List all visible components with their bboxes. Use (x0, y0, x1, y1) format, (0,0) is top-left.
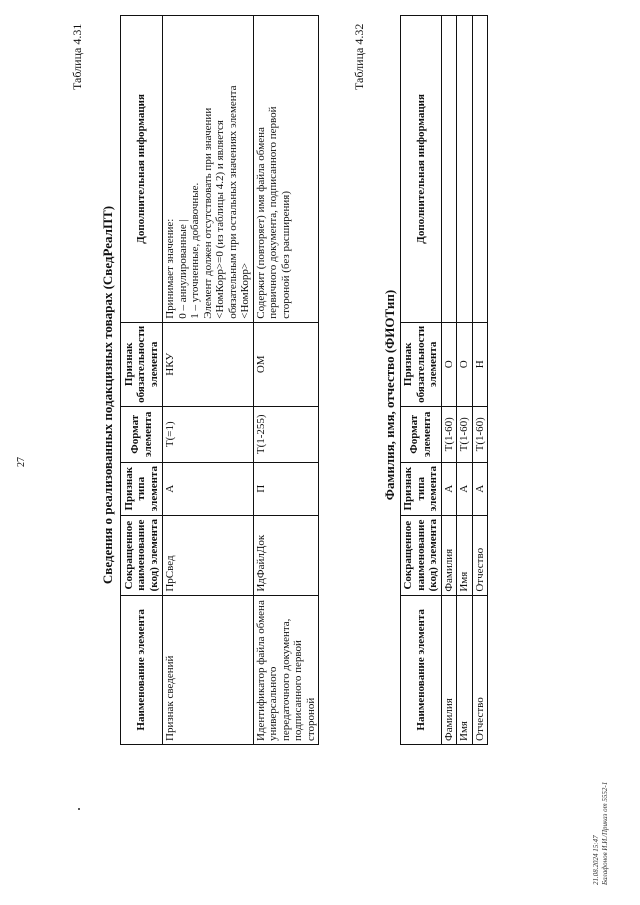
table-row (441, 16, 457, 745)
element-code: ИдФайлДок (253, 515, 319, 595)
info-line: первичного документа, подписанного первой (267, 106, 279, 319)
element-type: А (163, 462, 254, 515)
column-header: Наименование элемента (401, 595, 442, 744)
info-line: <НомКорр> (239, 262, 251, 319)
column-header: Формат элемента (401, 406, 442, 462)
element-required: Н (472, 322, 488, 406)
table-row (253, 16, 319, 745)
element-format: T(1-60) (441, 406, 457, 462)
table-row (163, 16, 254, 745)
element-info (472, 16, 488, 323)
column-header: Признак обязательности элемента (121, 322, 163, 406)
signature-stamp (592, 782, 610, 885)
element-type: А (457, 462, 473, 515)
info-line: Содержит (повторяет) имя файла обмена (254, 127, 267, 319)
element-required: О (441, 322, 457, 406)
element-code: Фамилия (441, 515, 457, 595)
stamp-date: 21.08.2024 15:47 (592, 835, 600, 885)
element-type: П (253, 462, 319, 515)
element-code: ПрСвед (163, 515, 254, 595)
element-required: НКУ (163, 322, 254, 406)
table-title: Сведения о реализованных подакцизных товарах (СведРеалПТ) (100, 205, 115, 585)
element-required: О (457, 322, 473, 406)
page-number: 27 (16, 457, 27, 467)
table-row (457, 16, 473, 745)
element-name: Имя (457, 595, 473, 744)
column-header: Сокращенное наименование (код) элемента (401, 515, 442, 595)
element-format: T(1-60) (472, 406, 488, 462)
info-line: Принимает значение: (164, 218, 176, 319)
element-name: Отчество (472, 595, 488, 744)
info-line: обязательным при остальных значениях элемента (226, 85, 239, 319)
element-info (441, 16, 457, 323)
column-header: Сокращенное наименование (код) элемента (121, 515, 163, 595)
column-header: Формат элемента (121, 406, 163, 462)
column-header: Признак типа элемента (121, 462, 163, 515)
column-header: Наименование элемента (121, 595, 163, 744)
column-header: Признак типа элемента (401, 462, 442, 515)
element-code: Имя (457, 515, 473, 595)
stamp-signer: Балафонов И.И./Приказ от 5552-1 (601, 781, 609, 885)
column-header: Дополнительная информация (401, 16, 442, 323)
table-header-row (121, 16, 163, 745)
element-format: T(1-255) (253, 406, 319, 462)
info-line: 0 – аннулированные | (176, 219, 189, 319)
info-line: стороной (без расширения) (279, 190, 292, 319)
scan-speck (78, 808, 80, 810)
element-format: T(=1) (163, 406, 254, 462)
table-4-32 (400, 15, 488, 745)
element-format: T(1-60) (457, 406, 473, 462)
info-line: Элемент должен отсутствовать при значении (201, 107, 214, 319)
element-type: А (441, 462, 457, 515)
element-required: ОМ (253, 322, 319, 406)
table-caption: Таблица 4.32 (352, 23, 366, 90)
element-name: Фамилия (441, 595, 457, 744)
element-name: Идентификатор файла обмена универсального передаточного документа, подписанного первой стороной (253, 595, 319, 744)
table-caption: Таблица 4.31 (70, 23, 84, 90)
table-row (472, 16, 488, 745)
info-line: 1 – уточненные, добавочные. (189, 182, 201, 319)
info-line: <НомКорр>=0 (из таблицы 4.2) и является (214, 120, 226, 319)
table-4-31 (120, 15, 319, 745)
column-header: Дополнительная информация (121, 16, 163, 323)
element-info (253, 16, 319, 323)
element-code: Отчество (472, 515, 488, 595)
element-type: А (472, 462, 488, 515)
element-info (163, 16, 254, 323)
element-info (457, 16, 473, 323)
table-title: Фамилия, имя, отчество (ФИОТип) (382, 289, 397, 501)
table-header-row (401, 16, 442, 745)
element-name: Признак сведений (163, 595, 254, 744)
column-header: Признак обязательности элемента (401, 322, 442, 406)
